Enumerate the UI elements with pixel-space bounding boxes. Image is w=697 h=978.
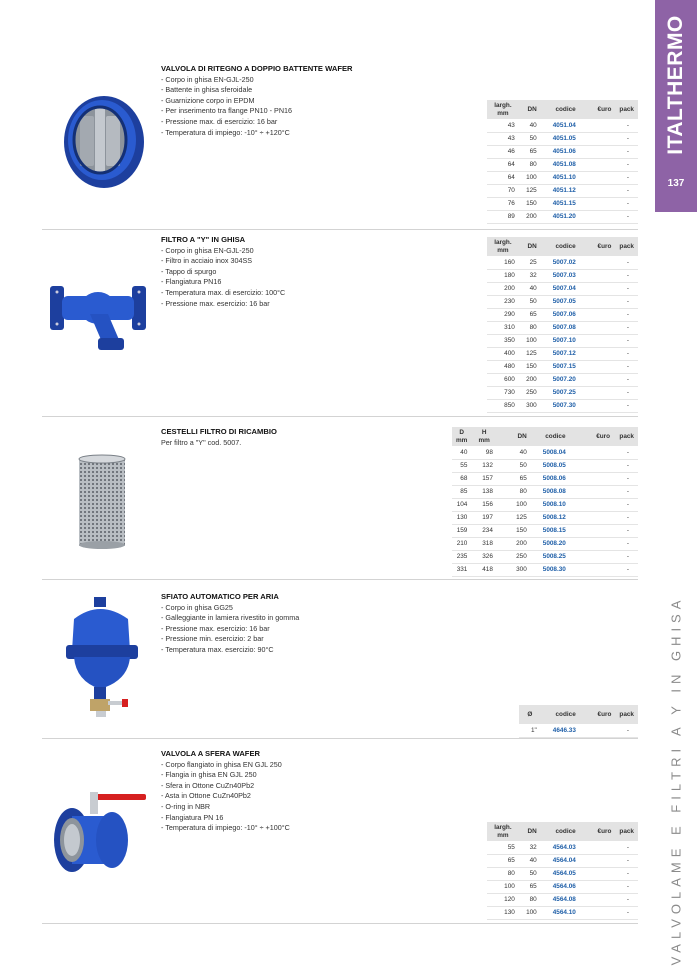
table-cell: 125	[519, 347, 541, 360]
table-cell: 200	[519, 373, 541, 386]
col-d-header: D mm	[456, 429, 468, 444]
table-cell	[590, 854, 615, 867]
table-cell: 250	[519, 386, 541, 399]
table-cell: 318	[471, 537, 497, 550]
section-divider	[42, 738, 638, 739]
table-cell: 100	[519, 334, 541, 347]
table-cell: -	[614, 446, 638, 459]
table-row	[452, 485, 638, 498]
product-code: 4051.10	[541, 171, 591, 184]
product-code: 4051.06	[541, 145, 591, 158]
table-row	[519, 724, 638, 737]
table-cell: 43	[487, 119, 519, 132]
col-pack-header: pack	[615, 237, 638, 256]
table-cell	[590, 119, 615, 132]
table-cell: 25	[519, 256, 541, 269]
table-cell: 210	[452, 537, 471, 550]
product-code: 4564.06	[541, 880, 591, 893]
table-cell: 65	[519, 880, 541, 893]
table-cell	[590, 399, 615, 412]
product-code: 4051.12	[541, 184, 591, 197]
table-cell: 43	[487, 132, 519, 145]
col-pack-header: pack	[615, 100, 638, 119]
table-cell: 80	[519, 321, 541, 334]
table-cell: 80	[497, 485, 531, 498]
product-code: 4564.03	[541, 841, 591, 854]
table-cell: 350	[487, 334, 519, 347]
table-cell: -	[615, 360, 638, 373]
table-cell	[580, 446, 614, 459]
table-cell: -	[615, 724, 638, 737]
table-row	[452, 446, 638, 459]
table-cell	[590, 158, 615, 171]
col-width-header: largh. mm	[494, 239, 512, 254]
table-row	[487, 132, 638, 145]
table-cell: -	[615, 880, 638, 893]
air-vent-table	[519, 705, 638, 738]
product-code: 4564.08	[541, 893, 591, 906]
table-cell: -	[615, 269, 638, 282]
table-cell: 64	[487, 171, 519, 184]
table-cell	[590, 373, 615, 386]
table-cell: 230	[487, 295, 519, 308]
table-row	[487, 854, 638, 867]
table-cell	[590, 906, 615, 919]
table-cell	[580, 485, 614, 498]
table-cell: 100	[519, 171, 541, 184]
table-cell: -	[615, 158, 638, 171]
table-cell: -	[615, 321, 638, 334]
col-price-header: €uro	[590, 237, 615, 256]
table-row	[487, 308, 638, 321]
col-price-header: €uro	[590, 100, 615, 119]
table-cell: 125	[497, 511, 531, 524]
product-code: 4564.10	[541, 906, 591, 919]
product-ball-valve	[42, 742, 638, 924]
table-cell: 290	[487, 308, 519, 321]
table-cell	[590, 184, 615, 197]
table-cell: 200	[497, 537, 531, 550]
table-cell: 98	[471, 446, 497, 459]
table-cell	[590, 347, 615, 360]
product-code: 5008.25	[531, 550, 580, 563]
table-row	[487, 184, 638, 197]
air-vent-description: SFIATO AUTOMATICO PER ARIA - Corpo in ghisa GG25 - Galleggiante in lamiera rivestito in gomma - Pressione max. esercizio: 16 bar - Pressione min. esercizio: 2 bar - Temperatura max. esercizio: 90°C	[161, 592, 300, 654]
table-cell: 200	[519, 210, 541, 223]
table-cell: 600	[487, 373, 519, 386]
table-cell: 70	[487, 184, 519, 197]
table-cell: -	[615, 282, 638, 295]
table-row	[487, 295, 638, 308]
table-cell: 1"	[519, 724, 541, 737]
table-cell: 80	[519, 893, 541, 906]
table-cell: -	[615, 854, 638, 867]
table-cell: 235	[452, 550, 471, 563]
table-cell: -	[615, 197, 638, 210]
section-divider	[42, 579, 638, 580]
product-y-strainer	[42, 231, 638, 416]
table-cell: 65	[519, 308, 541, 321]
product-code: 5008.06	[531, 472, 580, 485]
table-cell: 32	[519, 269, 541, 282]
table-cell	[590, 282, 615, 295]
table-row	[487, 334, 638, 347]
table-cell: 150	[519, 360, 541, 373]
table-row	[452, 511, 638, 524]
table-cell: 40	[519, 282, 541, 295]
table-cell: 50	[519, 132, 541, 145]
table-row	[487, 360, 638, 373]
table-cell	[590, 893, 615, 906]
table-cell: 76	[487, 197, 519, 210]
brand-logo: ITALTHERMO	[664, 15, 687, 155]
product-air-vent	[42, 583, 638, 738]
product-code: 5007.12	[541, 347, 591, 360]
table-cell: 310	[487, 321, 519, 334]
table-cell: -	[615, 347, 638, 360]
air-vent-image	[60, 595, 144, 724]
product-code: 4051.20	[541, 210, 591, 223]
table-cell	[590, 867, 615, 880]
product-code: 5007.03	[541, 269, 591, 282]
table-row	[452, 472, 638, 485]
product-code: 5008.10	[531, 498, 580, 511]
check-valve-description: VALVOLA DI RITEGNO A DOPPIO BATTENTE WAFER - Corpo in ghisa EN-GJL-250 - Battente in ghisa sferoidale - Guarnizione corpo in EPDM - Per inserimento tra flange PN10 - PN16 - Pressione max. di esercizio: 16 bar - Temperatura di impiego: -10° ÷ +120°C	[161, 64, 353, 137]
y-strainer-image	[48, 276, 148, 361]
product-code: 4051.15	[541, 197, 591, 210]
y-strainer-description: FILTRO A "Y" IN GHISA - Corpo in ghisa EN-GJL-250 - Filtro in acciaio inox 304SS - Tappo di spurgo - Flangiatura PN16 - Temperatura max. di esercizio: 100°C - Pressione max. esercizio: 16 bar	[161, 235, 286, 308]
table-cell: -	[615, 867, 638, 880]
product-code: 4051.04	[541, 119, 591, 132]
table-row	[487, 256, 638, 269]
ball-valve-image	[50, 780, 150, 881]
table-cell: 234	[471, 524, 497, 537]
product-code: 4051.08	[541, 158, 591, 171]
table-cell: 68	[452, 472, 471, 485]
table-cell: -	[615, 119, 638, 132]
table-cell: 55	[487, 841, 519, 854]
table-cell: -	[615, 399, 638, 412]
table-cell: 80	[487, 867, 519, 880]
table-cell: -	[615, 841, 638, 854]
table-row	[487, 347, 638, 360]
col-price-header: €uro	[590, 705, 615, 724]
table-cell: 132	[471, 459, 497, 472]
table-row	[487, 867, 638, 880]
col-code-header: codice	[531, 427, 580, 446]
y-strainer-table	[487, 237, 638, 413]
table-cell: 40	[497, 446, 531, 459]
table-cell: 480	[487, 360, 519, 373]
table-cell: -	[614, 459, 638, 472]
table-row	[452, 563, 638, 576]
col-pack-header: pack	[615, 705, 638, 724]
product-code: 5007.15	[541, 360, 591, 373]
product-code: 5007.08	[541, 321, 591, 334]
table-row	[487, 197, 638, 210]
table-cell: 850	[487, 399, 519, 412]
table-cell	[590, 295, 615, 308]
table-row	[487, 386, 638, 399]
check-valve-table	[487, 100, 638, 224]
product-code: 5007.10	[541, 334, 591, 347]
product-code: 5007.02	[541, 256, 591, 269]
table-row	[487, 145, 638, 158]
table-cell: 50	[497, 459, 531, 472]
table-cell: 40	[519, 119, 541, 132]
table-cell: -	[615, 386, 638, 399]
table-cell	[580, 459, 614, 472]
table-cell	[590, 210, 615, 223]
table-cell: -	[615, 184, 638, 197]
product-code: 4646.33	[541, 724, 591, 737]
table-row	[487, 893, 638, 906]
col-price-header: €uro	[580, 427, 614, 446]
product-code: 5007.04	[541, 282, 591, 295]
table-row	[452, 550, 638, 563]
table-cell	[590, 880, 615, 893]
table-cell	[590, 132, 615, 145]
filter-basket-table	[452, 427, 638, 577]
product-filter-baskets	[42, 420, 638, 580]
table-row	[487, 373, 638, 386]
table-cell: 32	[519, 841, 541, 854]
check-valve-image	[58, 90, 148, 195]
table-cell	[580, 550, 614, 563]
table-cell: -	[614, 485, 638, 498]
page-number: 137	[667, 178, 685, 189]
table-cell: 104	[452, 498, 471, 511]
table-cell: 50	[519, 867, 541, 880]
table-cell	[580, 524, 614, 537]
table-cell	[590, 360, 615, 373]
table-cell: 418	[471, 563, 497, 576]
table-cell: 64	[487, 158, 519, 171]
table-cell: 400	[487, 347, 519, 360]
table-cell: 159	[452, 524, 471, 537]
col-width-header: largh. mm	[494, 102, 512, 117]
product-code: 5007.25	[541, 386, 591, 399]
table-cell: -	[615, 906, 638, 919]
product-code: 5008.15	[531, 524, 580, 537]
table-cell: 46	[487, 145, 519, 158]
table-cell: 150	[519, 197, 541, 210]
table-row	[487, 171, 638, 184]
table-cell: 130	[487, 906, 519, 919]
col-h-header: H mm	[478, 429, 490, 444]
table-cell: 40	[452, 446, 471, 459]
table-cell	[590, 256, 615, 269]
table-cell: 300	[519, 399, 541, 412]
table-cell: -	[615, 893, 638, 906]
table-row	[487, 880, 638, 893]
col-diameter-header: Ø	[519, 705, 541, 724]
table-cell: -	[614, 563, 638, 576]
table-row	[452, 459, 638, 472]
table-cell: 730	[487, 386, 519, 399]
table-cell	[590, 197, 615, 210]
table-cell	[580, 498, 614, 511]
table-cell: 85	[452, 485, 471, 498]
product-code: 5008.20	[531, 537, 580, 550]
table-cell: 157	[471, 472, 497, 485]
table-cell: 150	[497, 524, 531, 537]
table-cell: -	[614, 472, 638, 485]
col-dn-header: DN	[519, 100, 541, 119]
product-code: 5008.04	[531, 446, 580, 459]
filter-basket-image	[75, 454, 131, 555]
table-cell: 130	[452, 511, 471, 524]
col-dn-header: DN	[519, 822, 541, 841]
table-cell: 65	[497, 472, 531, 485]
ball-valve-table	[487, 822, 638, 920]
table-cell: -	[614, 550, 638, 563]
table-cell: 100	[487, 880, 519, 893]
table-row	[452, 498, 638, 511]
table-cell	[590, 724, 615, 737]
table-cell: -	[615, 145, 638, 158]
table-cell	[580, 563, 614, 576]
table-cell	[590, 269, 615, 282]
table-row	[487, 906, 638, 919]
table-cell: 50	[519, 295, 541, 308]
brand-tab	[655, 0, 697, 212]
col-dn-header: DN	[497, 427, 531, 446]
table-cell: -	[614, 524, 638, 537]
table-cell: 89	[487, 210, 519, 223]
product-code: 5008.12	[531, 511, 580, 524]
table-cell	[590, 841, 615, 854]
table-cell: -	[614, 498, 638, 511]
table-cell: 250	[497, 550, 531, 563]
product-code: 5008.30	[531, 563, 580, 576]
table-cell: 180	[487, 269, 519, 282]
col-code-header: codice	[541, 705, 591, 724]
col-dn-header: DN	[519, 237, 541, 256]
product-check-valve	[42, 60, 638, 230]
table-row	[487, 158, 638, 171]
table-cell	[590, 321, 615, 334]
table-cell: 55	[452, 459, 471, 472]
table-cell: -	[615, 132, 638, 145]
section-divider	[42, 416, 638, 417]
table-cell	[580, 511, 614, 524]
table-row	[487, 119, 638, 132]
table-cell: 326	[471, 550, 497, 563]
table-cell: -	[614, 537, 638, 550]
table-cell: 100	[497, 498, 531, 511]
table-cell: -	[614, 511, 638, 524]
table-cell: -	[615, 210, 638, 223]
table-row	[452, 524, 638, 537]
col-pack-header: pack	[614, 427, 638, 446]
product-code: 4051.05	[541, 132, 591, 145]
table-row	[487, 269, 638, 282]
product-code: 5008.08	[531, 485, 580, 498]
table-cell: -	[615, 334, 638, 347]
product-code: 4564.04	[541, 854, 591, 867]
table-cell: 300	[497, 563, 531, 576]
table-cell	[590, 171, 615, 184]
table-cell: -	[615, 308, 638, 321]
table-cell	[590, 308, 615, 321]
table-cell: 120	[487, 893, 519, 906]
section-divider	[42, 923, 638, 924]
table-row	[487, 841, 638, 854]
table-row	[487, 282, 638, 295]
col-width-header: largh. mm	[494, 824, 512, 839]
table-cell: 331	[452, 563, 471, 576]
table-cell: 80	[519, 158, 541, 171]
table-cell: 160	[487, 256, 519, 269]
product-code: 5007.30	[541, 399, 591, 412]
table-row	[487, 399, 638, 412]
table-cell: -	[615, 171, 638, 184]
col-code-header: codice	[541, 822, 591, 841]
table-cell: 197	[471, 511, 497, 524]
table-cell	[590, 386, 615, 399]
table-cell: 138	[471, 485, 497, 498]
table-cell	[580, 537, 614, 550]
ball-valve-description: VALVOLA A SFERA WAFER - Corpo flangiato in ghisa EN GJL 250 - Flangia in ghisa EN GJL 250 - Sfera in Ottone CuZn40Pb2 - Asta in Ottone CuZn40Pb2 - O-ring in NBR - Flangiatura PN 16 - Temperatura di impiego: -10° ÷ +100°C	[161, 749, 290, 833]
table-cell: 65	[487, 854, 519, 867]
table-row	[452, 537, 638, 550]
table-row	[487, 210, 638, 223]
product-code: 5008.05	[531, 459, 580, 472]
col-code-header: codice	[541, 237, 591, 256]
section-divider	[42, 229, 638, 230]
col-code-header: codice	[541, 100, 591, 119]
product-code: 5007.20	[541, 373, 591, 386]
col-price-header: €uro	[590, 822, 615, 841]
col-pack-header: pack	[615, 822, 638, 841]
table-cell: 125	[519, 184, 541, 197]
product-code: 5007.06	[541, 308, 591, 321]
table-cell: 156	[471, 498, 497, 511]
table-cell: -	[615, 295, 638, 308]
side-section-title: VALVOLAME E FILTRI A Y IN GHISA	[668, 595, 684, 965]
table-row	[487, 321, 638, 334]
table-cell	[590, 145, 615, 158]
table-cell: 65	[519, 145, 541, 158]
table-cell: -	[615, 373, 638, 386]
product-code: 5007.05	[541, 295, 591, 308]
product-code: 4564.05	[541, 867, 591, 880]
table-cell: 40	[519, 854, 541, 867]
table-cell: 100	[519, 906, 541, 919]
table-cell: 200	[487, 282, 519, 295]
table-cell	[580, 472, 614, 485]
table-cell	[590, 334, 615, 347]
table-cell: -	[615, 256, 638, 269]
filter-basket-description: CESTELLI FILTRO DI RICAMBIO Per filtro a "Y" cod. 5007.	[161, 427, 277, 447]
